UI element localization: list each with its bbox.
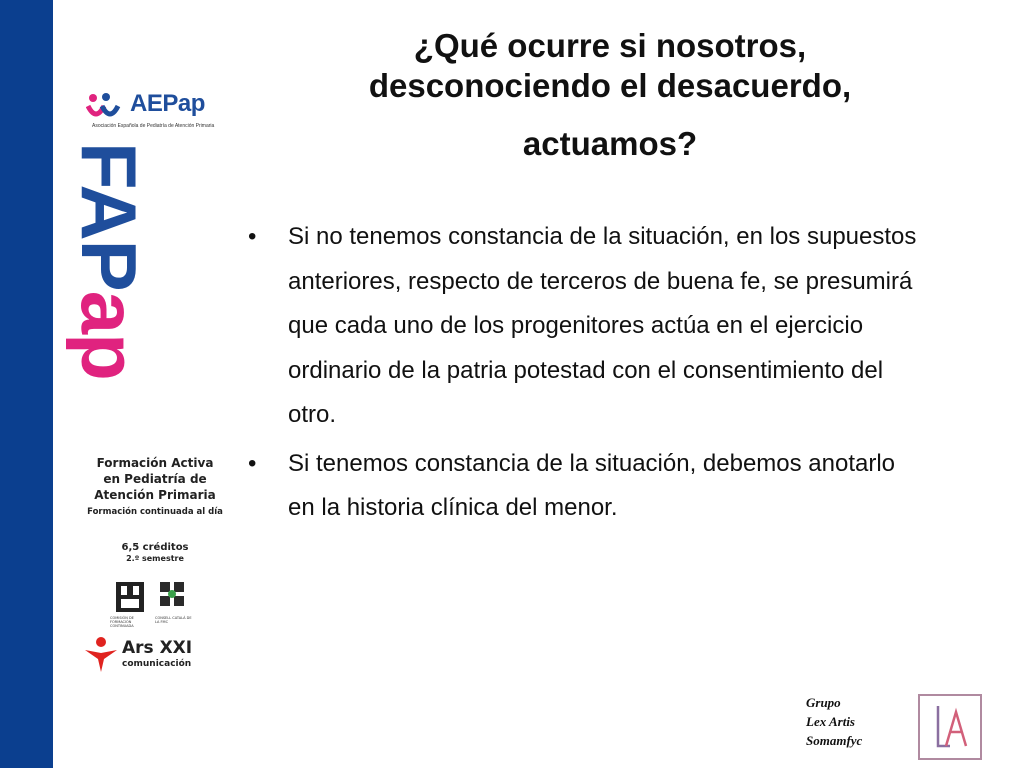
course-subline: Formación continuada al día [87, 507, 223, 517]
ars-name: Ars XXI [122, 638, 193, 658]
course-line3: Atención Primaria [94, 488, 216, 502]
course-title [80, 455, 230, 517]
credits-info [80, 542, 230, 564]
course-line1: Formación Activa [96, 456, 214, 470]
bullet-text: Si tenemos constancia de la situación, debemos anotarlo en la historia clínica del menor. [288, 449, 896, 521]
la-monogram-icon [920, 696, 980, 758]
seal1-text: COMISIÓN DE FORMACIÓN CONTINUADA [110, 616, 134, 628]
bullet-list [248, 215, 928, 535]
footer-line2: Lex Artis [806, 714, 855, 729]
aepap-figure-icon [86, 92, 128, 122]
bullet-item [248, 215, 928, 438]
fapap-pink-text: ap [65, 290, 153, 380]
aepap-subtitle: Asociación Española de Pediatría de Atención Primaria [92, 123, 215, 129]
bullet-item [248, 442, 928, 531]
ars-subtitle: comunicación [122, 659, 192, 669]
sidebar-logos [65, 80, 230, 690]
seal-icon [112, 580, 148, 614]
bullet-marker: • [248, 223, 257, 250]
title-line1: ¿Qué ocurre si nosotros, [413, 27, 807, 64]
seal2-text: CONSELL CATALÀ DE LA FMC [155, 616, 192, 624]
bullet-text: Si no tenemos constancia de la situación, en los supuestos anteriores, respecto de terceros de buena fe, se presumirá que cada uno de los progenitores actúa en el ejercicio ordinario de la patria potestad con el consentimiento del otro. [288, 223, 917, 428]
fapap-word [65, 142, 153, 380]
title-line2: desconociendo el desacuerdo, [368, 67, 852, 104]
course-line2: en Pediatría de [103, 472, 207, 486]
bullet-marker: • [248, 449, 257, 477]
aepap-logo [86, 88, 226, 134]
credits-line2: 2.º semestre [126, 554, 184, 563]
footer-line1: Grupo [806, 695, 841, 710]
fapap-blue-text: FAP [65, 142, 153, 291]
ars-logo [80, 635, 230, 675]
left-accent-bar [0, 0, 53, 768]
accreditation-seals [110, 580, 230, 635]
ars-figure-icon [82, 635, 120, 673]
footer-group [806, 693, 862, 750]
puzzle-seal-icon [154, 578, 194, 614]
credits-line1: 6,5 créditos [121, 542, 189, 553]
title-line3: actuamos? [522, 125, 698, 162]
slide-title [270, 26, 950, 164]
lex-artis-logo [918, 694, 982, 760]
footer-line3: Somamfyc [806, 733, 863, 748]
aepap-name: AEPap [130, 90, 205, 117]
